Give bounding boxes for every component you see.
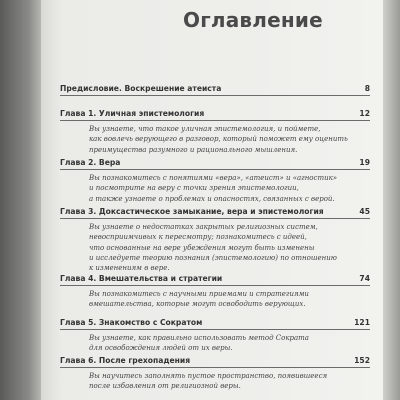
divider-line <box>60 329 370 330</box>
description-line: как вовлечь верующего в разговор, который поможет ему оценить <box>89 135 348 144</box>
description-line: и посмотрите на веру с точки зрения эпистемологии, <box>89 184 299 193</box>
chapter-heading: Глава 4. Вмешательства и стратегии <box>60 274 223 283</box>
divider-line <box>60 218 370 219</box>
description-line: вмешательства, которые могут освободить верующих. <box>89 300 306 309</box>
page-gutter-shadow <box>0 0 41 400</box>
toc-entry <box>60 356 370 392</box>
chapter-heading: Глава 3. Доксастическое замыкание, вера и эпистемология <box>60 207 324 216</box>
description-line: Вы научитесь заполнять пустое пространство, появившееся <box>89 372 328 380</box>
toc-entry <box>60 109 370 155</box>
toc-entry-row <box>60 84 370 93</box>
description-line: и исследуете теорию познания (эпистемологию) по отношению <box>89 253 337 262</box>
description-line: а также узнаете о проблемах и опасностях, связанных с верой. <box>89 194 335 203</box>
toc-entry <box>60 84 370 96</box>
chapter-heading: Предисловие. Воскрешение атеиста <box>60 84 222 93</box>
chapter-description <box>60 124 348 155</box>
toc-entry-row <box>60 318 370 327</box>
page-number: 74 <box>359 274 370 283</box>
description-line: для освобождения людей от их веры. <box>89 344 233 353</box>
toc-entry-row <box>60 109 370 118</box>
divider-line <box>60 367 370 368</box>
toc-entry <box>60 274 370 310</box>
description-line: после избавления от религиозной веры. <box>89 382 241 391</box>
description-line: невосприимчивых к пересмотру; познакомитесь с идеей, <box>89 233 307 242</box>
page-number: 19 <box>359 158 370 167</box>
description-line: Вы познакомитесь с научными приемами и стратегиями <box>89 290 309 298</box>
chapter-heading: Глава 5. Знакомство с Сократом <box>60 318 203 327</box>
toc-entry <box>60 158 370 204</box>
chapter-heading: Глава 2. Вера <box>60 158 121 167</box>
toc-entry <box>60 318 370 354</box>
chapter-description <box>60 173 338 204</box>
chapter-heading: Глава 6. После грехопадения <box>60 356 191 365</box>
description-line: Вы узнаете о недостатках закрытых религиозных систем, <box>89 223 318 231</box>
divider-line <box>60 285 370 286</box>
toc-entry-row <box>60 274 370 283</box>
page-number: 12 <box>359 109 370 118</box>
chapter-description <box>60 333 309 354</box>
toc-entry-row <box>60 356 370 365</box>
toc-entry-row <box>60 158 370 167</box>
page-number: 152 <box>354 356 370 365</box>
description-line: Вы познакомитесь с понятиями «вера», «атеист» и «агностик» <box>89 174 338 182</box>
description-line: что основанные на вере убеждения могут быть изменены <box>89 243 315 252</box>
description-line: к изменениям в вере. <box>89 264 170 273</box>
chapter-heading: Глава 1. Уличная эпистемология <box>60 109 205 118</box>
page-number: 121 <box>354 318 370 327</box>
toc-entry-row <box>60 207 370 216</box>
page-number: 8 <box>364 84 370 93</box>
page-title: Оглавление <box>183 8 323 32</box>
description-line: преимущества разумного и рационального мышления. <box>89 145 298 154</box>
toc-entry <box>60 207 370 273</box>
chapter-description <box>60 371 328 392</box>
divider-line <box>60 95 370 96</box>
description-line: Вы узнаете, что такое уличная эпистемология, и поймете, <box>89 125 321 133</box>
page-number: 45 <box>359 207 370 216</box>
divider-line <box>60 120 370 121</box>
description-line: Вы узнаете, как правильно использовать метод Сократа <box>89 334 309 342</box>
chapter-description <box>60 222 337 273</box>
divider-line <box>60 169 370 170</box>
chapter-description <box>60 289 309 310</box>
page-edge-shadow <box>383 0 400 400</box>
